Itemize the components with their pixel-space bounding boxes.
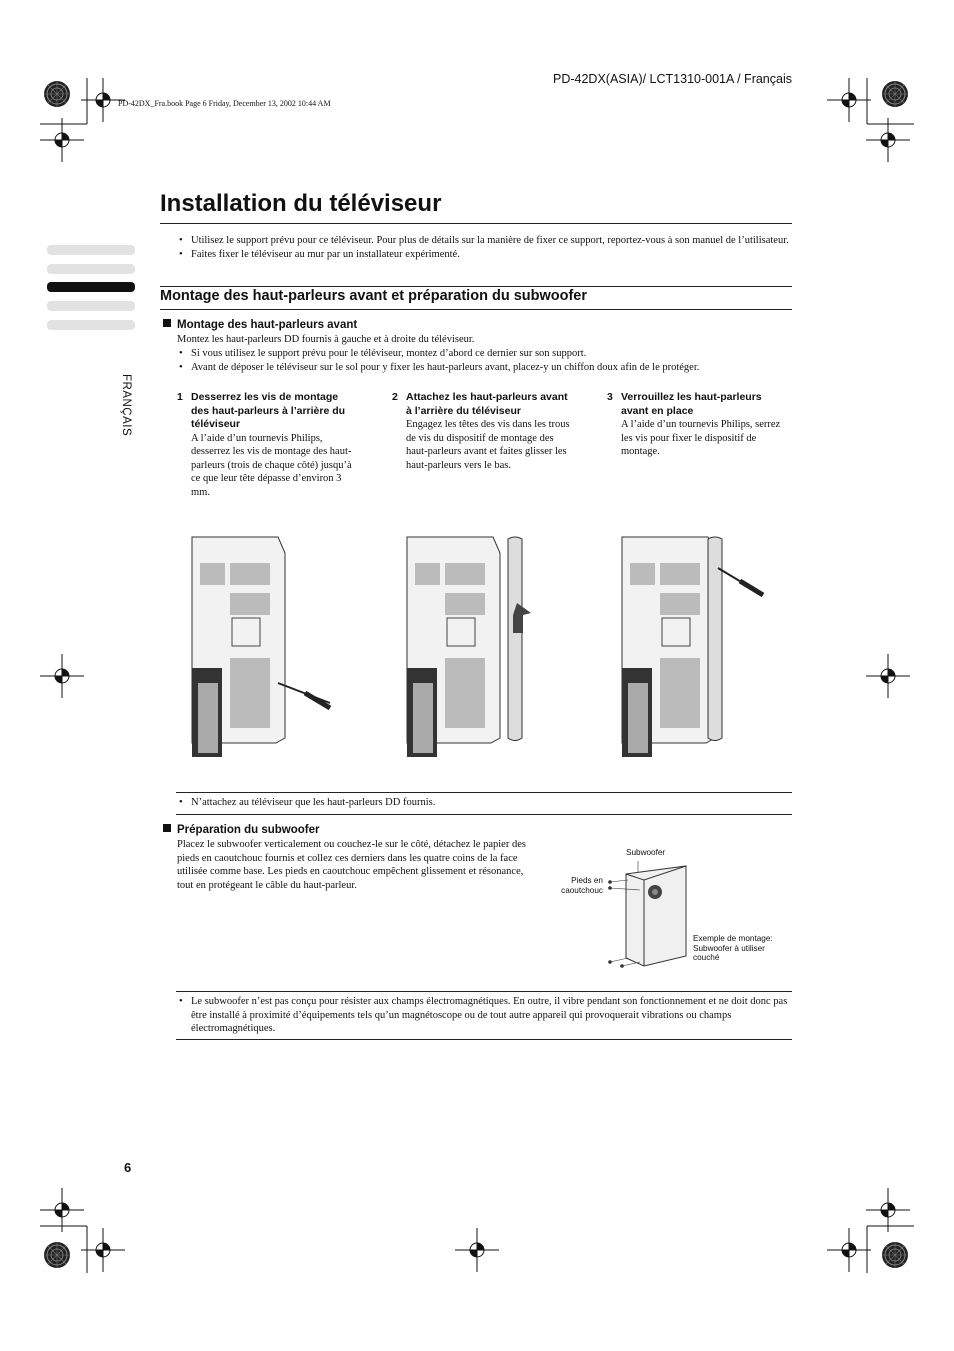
sidebar-tab-5 bbox=[47, 320, 135, 330]
sidebar-tab-1 bbox=[47, 245, 135, 255]
step-number: 1 bbox=[177, 391, 183, 403]
step-number: 3 bbox=[607, 391, 613, 403]
speaker-note bbox=[177, 796, 792, 810]
step-title: Verrouillez les haut-parleurs avant en place bbox=[621, 391, 762, 417]
note-rule-bottom bbox=[176, 814, 792, 815]
section-title: Montage des haut-parleurs avant et préparation du subwoofer bbox=[160, 288, 588, 304]
section-rule-top bbox=[160, 286, 792, 287]
front-speakers-bullets bbox=[177, 347, 792, 374]
subwoofer-illustration bbox=[600, 858, 695, 973]
step-body: A l’aide d’un tournevis Philips, serrez les vis pour fixer le dispositif de montage. bbox=[621, 419, 781, 457]
bullet-item: • Le subwoofer n’est pas conçu pour résister aux champs électromagnétiques. En outre, il vibre pendant son fonctionnement et ne doit donc pas être installé à proximité d’équipements tels qu’un magnétoscope ou de tout autre appareil qui provoquerait vibrations ou champs électromagnétiques. bbox=[177, 995, 792, 1036]
square-bullet-icon bbox=[163, 319, 171, 327]
label-rubber-feet: Pieds en caoutchouc bbox=[561, 876, 603, 895]
note-2-rule-top bbox=[176, 991, 792, 992]
sidebar-tab-2 bbox=[47, 264, 135, 274]
bullet-item: • Faites fixer le téléviseur au mur par un installateur expérimenté. bbox=[177, 248, 792, 262]
step-body: A l’aide d’un tournevis Philips, desserrez les vis de montage des haut-parleurs (trois de chaque côté) jusqu’à ce que leur tête dépasse d’environ 3 mm. bbox=[191, 432, 352, 498]
step-1 bbox=[177, 391, 357, 499]
step-number: 2 bbox=[392, 391, 398, 403]
page-number: 6 bbox=[124, 1160, 132, 1175]
note-2-rule-bottom bbox=[176, 1039, 792, 1040]
step-2 bbox=[392, 391, 572, 472]
step-3 bbox=[607, 391, 787, 459]
subwoofer-note bbox=[177, 995, 792, 1036]
subwoofer-heading-text: Préparation du subwoofer bbox=[177, 824, 320, 836]
step-3-illustration bbox=[620, 533, 765, 757]
front-speakers-heading bbox=[163, 319, 357, 331]
book-info: PD-42DX_Fra.book Page 6 Friday, December 13, 2002 10:44 AM bbox=[118, 99, 331, 108]
subwoofer-body: Placez le subwoofer verticalement ou couchez-le sur le côté, détachez le papier des pieds en caoutchouc fournis et collez ces derniers dans les quatre coins de la face utilisée comme base. Les pieds en caoutchouc empêchent glissement et résonance, tout en protégeant le câble du haut-parleur. bbox=[177, 839, 526, 891]
sidebar-tab-active bbox=[47, 282, 135, 292]
label-mounting-example: Exemple de montage: Subwoofer à utiliser couché bbox=[693, 934, 773, 962]
step-2-illustration bbox=[405, 533, 550, 757]
bullet-item: • N’attachez au téléviseur que les haut-parleurs DD fournis. bbox=[177, 796, 792, 810]
title-rule bbox=[160, 223, 792, 224]
step-1-illustration bbox=[190, 533, 335, 757]
intro-bullets bbox=[177, 234, 792, 261]
bullet-item: • Si vous utilisez le support prévu pour le téléviseur, montez d’abord ce dernier sur son support. bbox=[177, 347, 792, 361]
front-speakers-heading-text: Montage des haut-parleurs avant bbox=[177, 319, 358, 331]
note-rule-top bbox=[176, 792, 792, 793]
step-body: Engagez les têtes des vis dans les trous de vis du dispositif de montage des haut-parleurs avant et faites glisser les haut-parleurs vers le bas. bbox=[406, 419, 570, 471]
front-speakers-intro: Montez les haut-parleurs DD fournis à gauche et à droite du téléviseur. bbox=[177, 334, 475, 345]
sidebar-tab-4 bbox=[47, 301, 135, 311]
label-subwoofer: Subwoofer bbox=[626, 848, 666, 857]
step-title: Desserrez les vis de montage des haut-parleurs à l’arrière du téléviseur bbox=[191, 391, 346, 430]
subwoofer-heading bbox=[163, 824, 320, 836]
square-bullet-icon bbox=[163, 824, 171, 832]
language-label: FRANÇAIS bbox=[120, 374, 132, 437]
bullet-item: • Utilisez le support prévu pour ce téléviseur. Pour plus de détails sur la manière de fixer ce support, reportez-vous à son manuel de l’utilisateur. bbox=[177, 234, 792, 248]
step-title: Attachez les haut-parleurs avant à l’arrière du téléviseur bbox=[406, 391, 568, 417]
page-title: Installation du téléviseur bbox=[160, 190, 442, 217]
bullet-item: • Avant de déposer le téléviseur sur le sol pour y fixer les haut-parleurs avant, placez-y un chiffon doux afin de le protéger. bbox=[177, 361, 792, 375]
section-rule-bottom bbox=[160, 309, 792, 310]
model-header: PD-42DX(ASIA)/ LCT1310-001A / Français bbox=[553, 72, 792, 86]
